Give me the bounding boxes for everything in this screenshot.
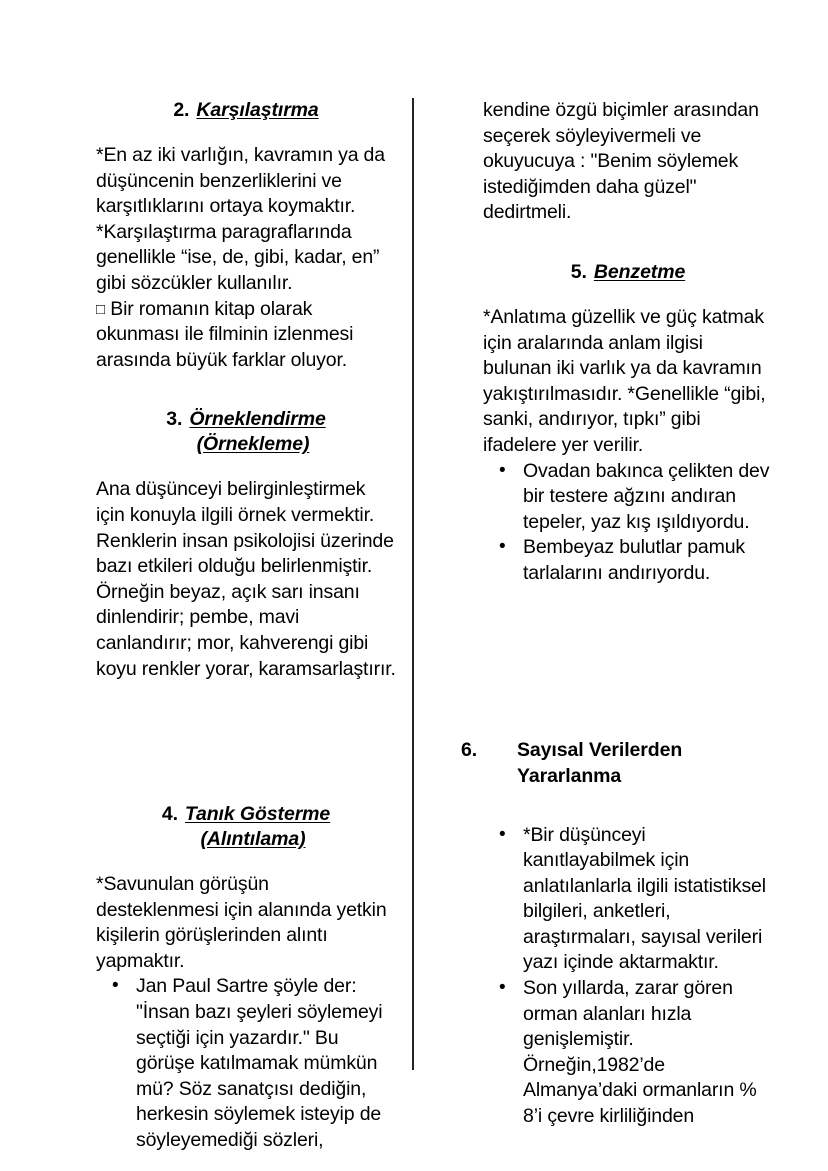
list-item: • Jan Paul Sartre şöyle der: "İnsan bazı şeyleri söylemeyi seçtiği için yazardır." Bu görüşe katılmamak mümkün mü? Söz sanatçısı dediğin, herkesin söylemek isteyip de söyleyemediği sözleri, (96, 974, 396, 1153)
section-3-title-line2: (Örnekleme) (196, 433, 310, 456)
section-4-paragraph: *Savunulan görüşün desteklenmesi için alanında yetkin kişilerin görüşlerinden alıntı yapmaktır. (96, 873, 387, 972)
section-2-number: 2. (173, 99, 190, 121)
right-column (461, 98, 773, 1130)
section-3-paragraph: Ana düşünceyi belirginleştirmek için konuyla ilgili örnek vermektir. Renklerin insan psikolojisi üzerinde bazı etkileri olduğu belirlenmiştir. Örneğin beyaz, açık sarı insanı dinlendirir; pembe, mavi canlandırır; mor, kahverengi gibi koyu renkler yorar, karamsarlaştırır. (96, 478, 396, 680)
section-2-paragraph: *En az iki varlığın, kavramın ya da düşüncenin benzerliklerini ve karşıtlıklarını ortaya koymaktır. *Karşılaştırma paragraflarında genellikle “ise, de, gibi, kadar, en” gibi sözcükler kullanılır. (96, 144, 385, 294)
continuation-paragraph: kendine özgü biçimler arasından seçerek söyleyivermeli ve okuyucuya : "Benim söylemek istediğimden daha güzel" dedirtmeli. (483, 99, 759, 224)
section-3-number: 3. (166, 408, 183, 431)
spacer (483, 789, 773, 823)
section-2-example-line (96, 297, 396, 374)
spacer (483, 226, 773, 260)
list-item: • Bembeyaz bulutlar pamuk tarlalarını andırıyordu. (483, 535, 773, 586)
section-5-title: Benzetme (593, 260, 686, 283)
spacer (96, 682, 396, 802)
spacer (483, 285, 773, 305)
section-2-example-text: Bir romanın kitap olarak okunması ile filminin izlenmesi arasında büyük farklar oluyor. (96, 297, 354, 371)
section-2-heading (96, 98, 396, 123)
section-6-title-line2: Yararlanma (517, 764, 622, 787)
section-4-title-line2: (Alıntılama) (200, 828, 306, 851)
section-5-heading (483, 260, 773, 285)
section-5-number: 5. (570, 260, 587, 283)
section-5-bullet-list (483, 459, 773, 587)
section-6-title: Sayısal Verilerden (517, 738, 683, 761)
section-4-heading (96, 802, 396, 852)
square-bullet-icon: □ (96, 300, 106, 318)
section-3-title: Örneklendirme (189, 408, 326, 431)
column-divider-line (412, 98, 414, 1070)
section-6-heading (461, 737, 773, 789)
two-column-body (0, 98, 828, 1152)
list-item: • Son yıllarda, zarar gören orman alanları hızla genişlemiştir. Örneğin,1982’de Almanya’daki ormanların % 8’i çevre kirliliğinden (483, 976, 773, 1130)
spacer (96, 457, 396, 477)
section-3-heading (96, 407, 396, 457)
spacer (96, 373, 396, 407)
section-6-bullet-list (483, 823, 773, 1130)
list-item: • Ovadan bakınca çelikten dev bir testere ağzını andıran tepeler, yaz kış ışıldıyordu. (483, 459, 773, 536)
section-4-title: Tanık Gösterme (184, 803, 331, 826)
spacer (483, 587, 773, 737)
section-4-bullet-list (96, 974, 396, 1153)
list-item: • *Bir düşünceyi kanıtlayabilmek için anlatılanlarla ilgili istatistiksel bilgileri, anketleri, araştırmaları, sayısal verileri yazı içinde aktarmaktır. (483, 823, 773, 977)
section-4-number: 4. (161, 803, 178, 826)
section-5-paragraph: *Anlatıma güzellik ve güç katmak için aralarında anlam ilgisi bulunan iki varlık ya da kavramın yakıştırılmasıdır. *Genellikle “gibi, sanki, andırıyor, tıpkı” gibi ifadelere yer verilir. (483, 305, 766, 456)
left-column (96, 98, 396, 1154)
section-6-number: 6. (461, 738, 478, 761)
spacer (96, 852, 396, 872)
spacer (96, 123, 396, 143)
section-2-title: Karşılaştırma (196, 99, 319, 121)
